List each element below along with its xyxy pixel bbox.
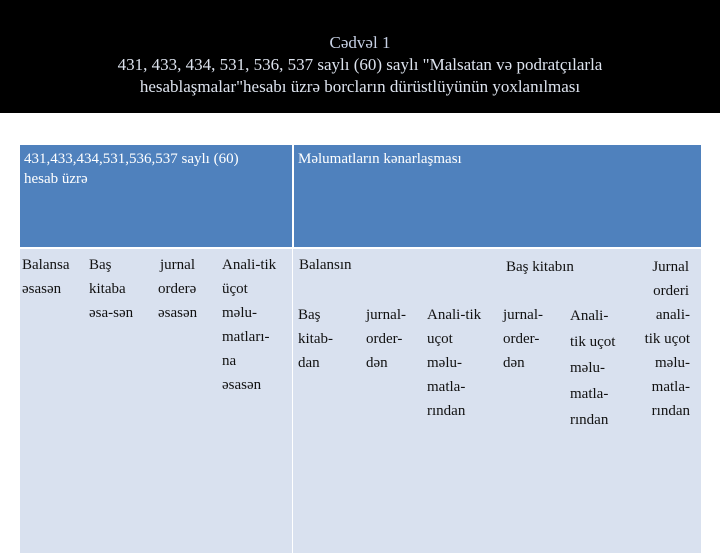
cell-text: uçot (427, 331, 453, 347)
group-balansin: Balansın (299, 257, 352, 273)
sub-jurnal-orderden-2 (503, 303, 543, 375)
cell-balansa (22, 253, 69, 301)
header-account-cell (20, 145, 292, 247)
cell-text: na (222, 353, 237, 369)
cell-text: əsasən (22, 281, 62, 297)
page-title (0, 32, 720, 98)
cell-text: rından (570, 412, 609, 428)
cell-text: matla- (651, 379, 690, 395)
cell-text: dan (298, 355, 320, 371)
sub-bas-kitabdan (298, 303, 333, 375)
cell-text: rından (651, 403, 690, 419)
cell-text: Balansa (22, 257, 70, 273)
body-divider (292, 249, 293, 553)
cell-text: məlu- (427, 355, 462, 371)
sub-jurnal-orderden-1 (366, 303, 406, 375)
cell-text: order- (503, 331, 540, 347)
title-line-3: hesablaşmalar"hesabı üzrə borcların dürüstlüyünün yoxlanılması (139, 77, 581, 96)
cell-text: üçot (222, 281, 248, 297)
cell-text: məlu- (222, 305, 257, 321)
cell-text: kitaba (89, 281, 126, 297)
cell-text: jurnal (160, 257, 195, 273)
sub-analitik-3 (638, 303, 690, 423)
sub-analitik-2 (570, 303, 615, 433)
cell-text: əsasən (222, 377, 262, 393)
cell-text: əsa-sən (89, 305, 134, 321)
verification-table (20, 145, 701, 553)
header-deviation-cell (294, 145, 701, 247)
cell-bas-kitaba (89, 253, 133, 325)
cell-text: Anali- (570, 308, 609, 324)
cell-text: tik uçot (570, 334, 616, 350)
cell-text: məlu- (655, 355, 690, 371)
cell-analitik (222, 253, 276, 397)
header-account-line-2: hesab üzrə (24, 171, 88, 187)
cell-text: matla- (427, 379, 466, 395)
cell-text: jurnal- (503, 307, 543, 323)
group-jurnal-orderi (641, 255, 689, 303)
cell-text: məlu- (570, 360, 605, 376)
sub-analitik-1 (427, 303, 481, 423)
cell-text: Jurnal (652, 259, 689, 275)
cell-text: kitab- (298, 331, 333, 347)
group-bas-kitabin: Baş kitabın (506, 259, 574, 275)
cell-text: rından (427, 403, 466, 419)
cell-text: Baş (298, 307, 321, 323)
cell-text: Baş (89, 257, 112, 273)
title-line-1: Cədvəl 1 (329, 33, 391, 52)
cell-text: dən (503, 355, 525, 371)
cell-jurnal (158, 253, 197, 325)
cell-text: əsasən (158, 305, 198, 321)
cell-text: Anali-tik (427, 307, 482, 323)
cell-text: jurnal- (366, 307, 406, 323)
header-deviation-label: Məlumatların kənarlaşması (298, 151, 462, 167)
header-account-line-1: 431,433,434,531,536,537 saylı (60) (24, 151, 239, 167)
cell-text: dən (366, 355, 388, 371)
cell-text: anali- (655, 307, 690, 323)
cell-text: tik uçot (644, 331, 690, 347)
cell-text: matla- (570, 386, 609, 402)
cell-text: order- (366, 331, 403, 347)
cell-text: orderə (158, 281, 197, 297)
title-line-2: 431, 433, 434, 531, 536, 537 saylı (60) saylı "Malsatan və podratçılarla (117, 55, 603, 74)
cell-text: Anali-tik (222, 257, 277, 273)
cell-text: matları- (222, 329, 270, 345)
cell-text: orderi (653, 283, 689, 299)
